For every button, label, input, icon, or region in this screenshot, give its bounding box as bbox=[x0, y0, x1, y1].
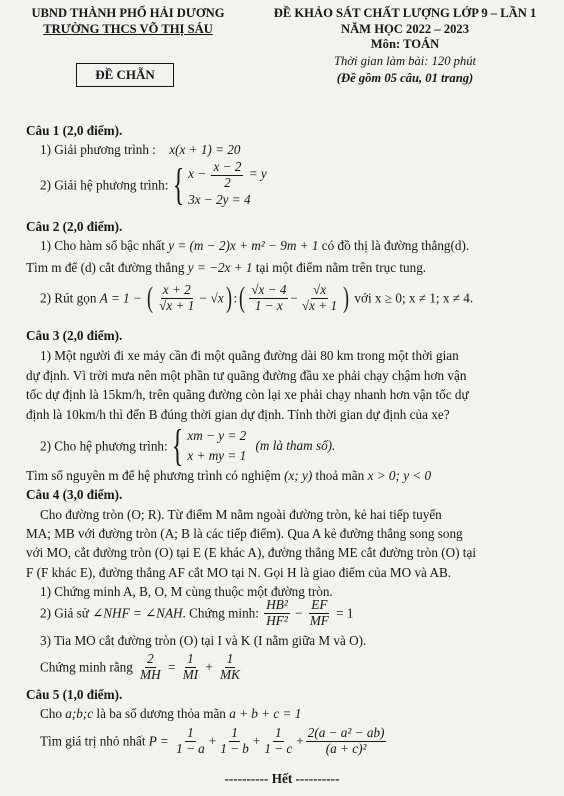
q3-part3: Tìm số nguyên m để hệ phương trình có nghiệm (x; y) thoả mãn x > 0; y < 0 bbox=[26, 468, 432, 483]
q5-line1: Cho a;b;c là ba số dương thỏa mãn a + b + c = 1 bbox=[40, 706, 302, 721]
q1-part1-text: 1) Giải phương trình : bbox=[40, 142, 156, 157]
q2-part1-line2: Tìm m để (d) cắt đường thẳng y = −2x + 1 tại một điểm nằm trên trục tung. bbox=[26, 260, 427, 275]
q3-part2: 2) Cho hệ phương trình: { xm − y = 2 x + my = 1 (m là tham số). bbox=[40, 421, 336, 470]
q1-system-fraction: $\frac{x - 2}{2}$ bbox=[213, 159, 242, 190]
q4-part3-proof: Chứng minh rằng $\frac{2}{MH}$ = $\frac{1}{MI}$ + $\frac{1}{MK}$ bbox=[40, 651, 240, 682]
q2-title: Câu 2 (2,0 điểm). bbox=[26, 219, 123, 234]
q5-fraction-4: $\frac{\text{2(a − a² − ab)}}{\text{(a + c)²}}$ bbox=[307, 725, 385, 756]
header-right bbox=[250, 6, 560, 86]
header-left bbox=[14, 6, 242, 37]
school-name: TRƯỜNG THCS VÕ THỊ SÁU bbox=[43, 21, 213, 36]
q3-system-note: (m là tham số). bbox=[255, 438, 336, 454]
q5-title: Câu 5 (1,0 điểm). bbox=[26, 687, 123, 702]
q2-fraction-3: $\frac{√x}{√x + 1}$ bbox=[301, 282, 338, 313]
q1-system bbox=[188, 160, 267, 210]
q4-fraction-3: $\frac{2}{MH}$ bbox=[140, 651, 161, 682]
q4-title: Câu 4 (3,0 điểm). bbox=[26, 487, 123, 502]
exam-code-badge: ĐỀ CHẴN bbox=[76, 63, 174, 87]
angle-condition: ∠NHF = ∠NAH bbox=[92, 605, 183, 621]
q2-part1-line1: 1) Cho hàm số bậc nhất y = (m − 2)x + m² − 9m + 1 có đồ thị là đường thẳng(d). bbox=[40, 238, 470, 253]
q5-fraction-3: $\frac{1}{1 - c}$ bbox=[264, 725, 293, 756]
end-marker: ---------- Hết ---------- bbox=[224, 771, 340, 786]
q1-title: Câu 1 (2,0 điểm). bbox=[26, 123, 123, 138]
q5-line2: Tìm giá trị nhỏ nhất P = $\frac{1}{1 - a}$ + $\frac{1}{1 - b}$ + $\frac{1}{1 - c}$ + $\frac{\text{2(a − a² − ab)}}{\text{(a + c)²}}$ bbox=[40, 725, 385, 756]
school-year: NĂM HỌC 2022 – 2023 bbox=[340, 21, 470, 36]
q5-fraction-2: $\frac{1}{1 - b}$ bbox=[220, 725, 249, 756]
q3-system-row2: x + my = 1 bbox=[187, 448, 247, 463]
q3-part1: 1) Một người đi xe máy cần đi một quãng đường dài 80 km trong một thời gian dự định. Vì trời mưa nên một phần tư quãng đường đầu xe phải chạy chậm hơn vận tốc dự định là 15km/h, trên quãng đường còn lại xe phải chạy nhanh hơn vận tốc dự định là 10km/h thì đến B đúng thời gian dự định. Tính thời gian dự định của xe? bbox=[26, 348, 469, 422]
system-brace: { bbox=[172, 160, 185, 210]
q2-line-equation: y = −2x + 1 bbox=[187, 260, 253, 275]
page-count-note: (Đề gồm 05 câu, 01 trang) bbox=[336, 70, 474, 85]
department-name: UBND THÀNH PHỐ HẢI DƯƠNG bbox=[31, 6, 225, 20]
q1-part1-equation: x(x + 1) = 20 bbox=[169, 142, 241, 157]
q3-system-row1: xm − y = 2 bbox=[187, 427, 247, 443]
q4-fraction-5: $\frac{1}{MK}$ bbox=[220, 651, 240, 682]
q4-fraction-1: $\frac{\text{HB²}}{\text{HF²}}$ bbox=[266, 597, 288, 628]
q2-part2: 2) Rút gọn A = 1 − ( $\frac{x + 2}{√x + 1}$ − √x) :( $\frac{√x - 4}{1 - x}$ − $\frac{√x}{√x + 1}$ ) với x ≥ 0; x ≠ 1; x ≠ 4. bbox=[40, 281, 474, 315]
q1-part2 bbox=[40, 160, 267, 210]
q4-problem: Cho đường tròn (O; R). Từ điểm M nằm ngoài đường tròn, kẻ hai tiếp tuyến MA; MB với đường tròn (A; B là các tiếp điểm). Qua A kẻ đường thẳng song song với MO, cắt đường tròn (O) tại E (E khác A), đường thẳng ME cắt đường tròn (O) tại F (F khác E), đường thẳng AF cắt MO tại N. Gọi H là giao điểm của MO và AB. 1) Chứng minh A, B, O, M cùng thuộc một đường tròn. bbox=[26, 505, 552, 601]
subject: Môn: TOÁN bbox=[370, 37, 440, 52]
q5-fraction-1: $\frac{1}{1 - a}$ bbox=[176, 725, 205, 756]
q4-part1: 1) Chứng minh A, B, O, M cùng thuộc một đường tròn. bbox=[40, 583, 333, 599]
q4-fraction-4: $\frac{1}{MI}$ bbox=[182, 651, 199, 682]
q2-function: y = (m − 2)x + m² − 9m + 1 bbox=[168, 238, 319, 253]
q3-title: Câu 3 (2,0 điểm). bbox=[26, 328, 123, 343]
exam-duration: Thời gian làm bài: 120 phút bbox=[333, 54, 477, 69]
q1-part2-text: 2) Giải hệ phương trình: bbox=[40, 177, 169, 193]
q3-system bbox=[187, 426, 246, 467]
q1-system-row2: 3x − 2y = 4 bbox=[188, 192, 251, 208]
q4-fraction-2: $\frac{EF}{MF}$ bbox=[309, 597, 329, 628]
system-brace: { bbox=[171, 421, 184, 470]
exam-title: ĐỀ KHẢO SÁT CHẤT LƯỢNG LỚP 9 – LẦN 1 bbox=[273, 6, 537, 20]
q2-condition: với x ≥ 0; x ≠ 1; x ≠ 4. bbox=[354, 290, 474, 306]
q2-fraction-2: $\frac{√x - 4}{1 - x}$ bbox=[251, 282, 287, 313]
q4-part3: 3) Tia MO cắt đường tròn (O) tại I và K (I nằm giữa M và O). bbox=[40, 633, 367, 648]
q1-system-row1: x − $\frac{x - 2}{2}$ = y bbox=[188, 159, 267, 190]
q2-fraction-1: $\frac{x + 2}{√x + 1}$ bbox=[159, 282, 195, 313]
q1-part1 bbox=[40, 141, 241, 158]
q4-part2: 2) Giả sử ∠NHF = ∠NAH. Chứng minh: $\frac{\text{HB²}}{\text{HF²}}$ − $\frac{EF}{MF}$ = 1 bbox=[40, 597, 354, 628]
